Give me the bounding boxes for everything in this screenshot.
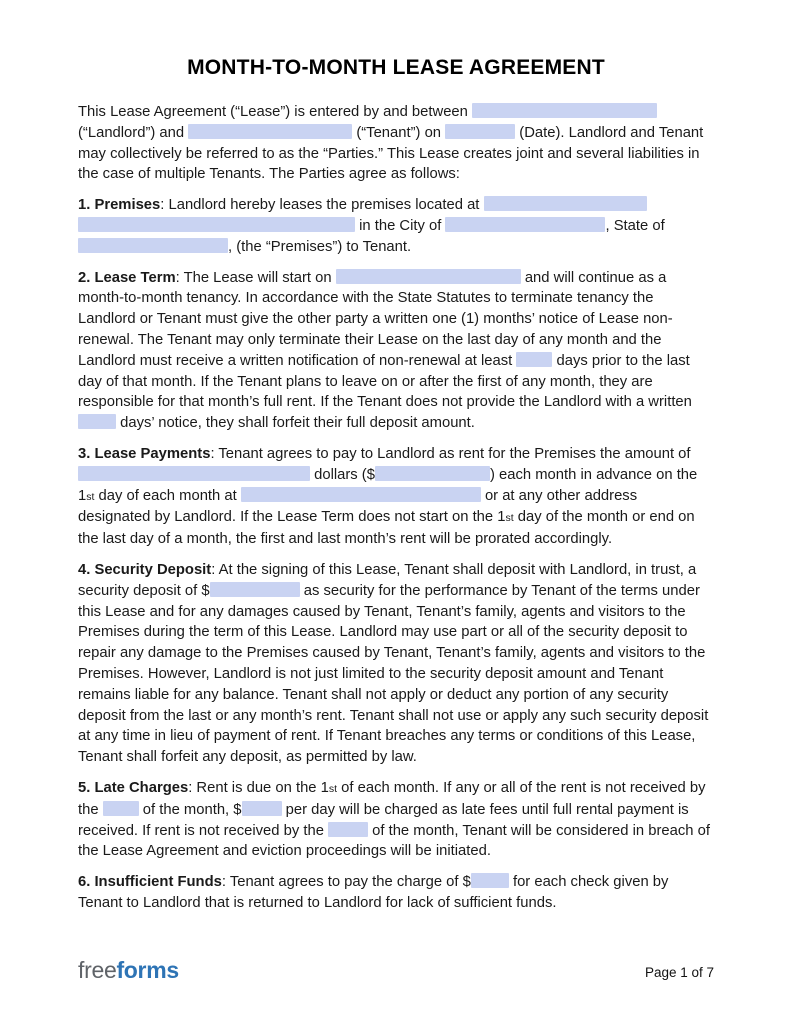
field-premises-address-line-1[interactable] [484,196,647,211]
section-3-lease-payments-paragraph: 3. Lease Payments: Tenant agrees to pay to Landlord as rent for the Premises the amount of dollars ($ ) each month in advance on the 1st day of each month at or at any other address designated by Landlord. If the Lease Term does not start on the 1st day of the month or end on the last day of a month, the first and last month’s rent will be prorated accordingly. [78,445,698,548]
field-lease-start-date[interactable] [336,269,521,284]
section-6-insufficient-funds-heading: 6. Insufficient Funds [78,874,222,891]
field-breach-day[interactable] [328,822,368,837]
logo-text-free: free [78,957,117,983]
field-agreement-date[interactable] [445,124,515,139]
intro-paragraph: This Lease Agreement (“Lease”) is entered by and between (“Landlord”) and (“Tenant”) on (Date). Landlord and Tenant may collectively be referred to as the “Parties.” This Lease creates joint and several liabilities in the case of multiple Tenants. The Parties agree as follows: [78,104,704,183]
field-landlord-name[interactable] [472,103,657,118]
ordinal-suffix: st [328,782,338,795]
ordinal-suffix: st [86,490,95,503]
page-number: Page 1 of 7 [644,965,714,980]
field-security-deposit-amount[interactable] [210,582,300,597]
freeforms-logo [78,959,179,982]
field-premises-address-line-2[interactable] [78,217,355,232]
field-premises-state[interactable] [78,238,228,253]
field-late-fee-day[interactable] [103,801,139,816]
section-6-insufficient-funds-paragraph: 6. Insufficient Funds: Tenant agrees to pay the charge of $ for each check given by Tenant to Landlord that is returned to Landlord for lack of sufficient funds. [78,874,669,911]
section-4-security-deposit-heading: 4. Security Deposit [78,561,212,578]
ordinal-suffix: st [505,512,514,525]
page-footer [78,959,714,982]
section-1-premises-paragraph: 1. Premises: Landlord hereby leases the premises located at in the City of , State of , (the “Premises”) to Tenant. [78,197,665,255]
section-2-lease-term-paragraph: 2. Lease Term: The Lease will start on and will continue as a month-to-month tenancy. In accordance with the State Statutes to terminate tenancy the Landlord or Tenant must give the other party a written one (1) months’ notice of Lease non-renewal. The Tenant may only terminate their Lease on the last day of any month and the Landlord must receive a written notification of non-renewal at least days prior to the last day of that month. If the Tenant plans to leave on or after the first of any month, they are responsible for that month’s full rent. If the Tenant does not provide the Landlord with a written days’ notice, they shall forfeit their full deposit amount. [78,269,692,432]
field-premises-city[interactable] [445,217,605,232]
section-4-security-deposit-paragraph: 4. Security Deposit: At the signing of this Lease, Tenant shall deposit with Landlord, in trust, a security deposit of $ as security for the performance by Tenant of the terms under this Lease and for any damages caused by Tenant, Tenant’s family, agents and visitors to the Premises during the term of this Lease. Landlord may use part or all of the security deposit to repair any damage to the Premises caused by Tenant, Tenant’s family, agents and visitors to the Premises. However, Landlord is not just limited to the security deposit amount and Tenant remains liable for any balance. Tenant shall not apply or deduct any portion of any security deposit from the last or any month’s rent. Tenant shall not use or apply any such security deposit at any time in lieu of payment of rent. If Tenant breaches any terms or conditions of this Lease, Tenant shall forfeit any deposit, as permitted by law. [78,561,709,766]
field-payment-address[interactable] [241,487,481,502]
section-3-lease-payments-heading: 3. Lease Payments [78,445,211,462]
field-tenant-name[interactable] [188,124,352,139]
section-5-late-charges-heading: 5. Late Charges [78,779,189,796]
field-rent-amount-numeric[interactable] [375,466,490,481]
document-body [0,80,792,914]
field-late-fee-amount[interactable] [242,801,282,816]
document-title: MONTH-TO-MONTH LEASE AGREEMENT [187,56,605,79]
field-rent-amount-words[interactable] [78,466,310,481]
field-written-notice-days[interactable] [78,414,116,429]
field-returned-check-fee[interactable] [471,873,509,888]
section-5-late-charges-paragraph: 5. Late Charges: Rent is due on the 1st of each month. If any or all of the rent is not received by the of the month, $ per day will be charged as late fees until full rental payment is received. If rent is not received by the of the month, Tenant will be considered in breach of the Lease Agreement and eviction proceedings will be initiated. [78,779,710,860]
section-1-premises-heading: 1. Premises [78,197,161,214]
section-2-lease-term-heading: 2. Lease Term [78,269,176,286]
logo-text-forms: forms [116,957,179,983]
field-non-renewal-notice-days[interactable] [516,352,552,367]
